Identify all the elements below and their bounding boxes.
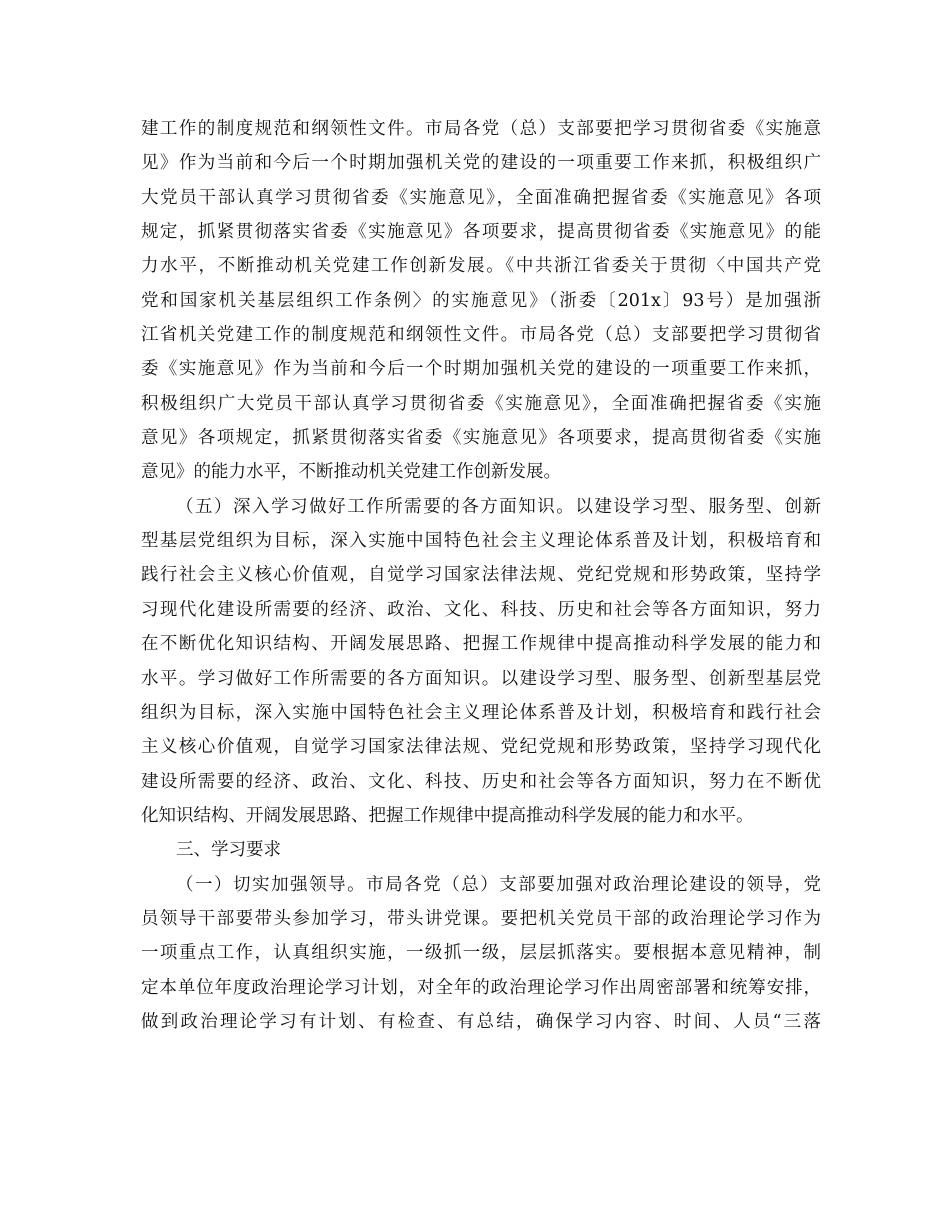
- text-line: 组织为目标，深入实施中国特色社会主义理论体系普及计划，积极培育和践行社会: [141, 702, 821, 723]
- document-body: [141, 112, 821, 1039]
- text-line: 规定，抓紧贯彻落实省委《实施意见》各项要求，提高贯彻省委《实施意见》的能: [141, 222, 821, 243]
- text-line: 党和国家机关基层组织工作条例〉的实施意见》（浙委〔201x〕93号）是加强浙: [141, 290, 821, 311]
- text-line: 力水平，不断推动机关党建工作创新发展。《中共浙江省委关于贯彻〈中国共产党: [141, 256, 821, 277]
- text-line: 见》作为当前和今后一个时期加强机关党的建设的一项重要工作来抓，积极组织广: [141, 153, 821, 174]
- section-heading-line: （五）深入学习做好工作所需要的各方面知识。以建设学习型、服务型、创新: [176, 496, 821, 517]
- text-line: 意见》的能力水平，不断推动机关党建工作创新发展。: [141, 462, 561, 483]
- text-line: 定本单位年度政治理论学习计划，对全年的政治理论学习作出周密部署和统筹安排，: [141, 977, 821, 998]
- text-line: 型基层党组织为目标，深入实施中国特色社会主义理论体系普及计划，积极培育和: [141, 531, 821, 552]
- text-line: 做到政治理论学习有计划、有检查、有总结，确保学习内容、时间、人员“三落: [141, 1011, 821, 1032]
- text-line: 意见》各项规定，抓紧贯彻落实省委《实施意见》各项要求，提高贯彻省委《实施: [141, 428, 821, 449]
- text-line: 建工作的制度规范和纲领性文件。市局各党（总）支部要把学习贯彻省委《实施意: [141, 119, 821, 139]
- text-line: 习现代化建设所需要的经济、政治、文化、科技、历史和社会等各方面知识，努力: [141, 599, 821, 620]
- text-line: 积极组织广大党员干部认真学习贯彻省委《实施意见》，全面准确把握省委《实施: [141, 393, 821, 414]
- section-title: 三、学习要求: [176, 840, 281, 861]
- text-line: 在不断优化知识结构、开阔发展思路、把握工作规律中提高推动科学发展的能力和: [141, 634, 821, 655]
- text-line: 江省机关党建工作的制度规范和纲领性文件。市局各党（总）支部要把学习贯彻省: [141, 325, 821, 346]
- text-line: 一项重点工作，认真组织实施，一级抓一级，层层抓落实。要根据本意见精神，制: [141, 943, 821, 964]
- text-line: 建设所需要的经济、政治、文化、科技、历史和社会等各方面知识，努力在不断优: [141, 771, 821, 792]
- text-line: 委《实施意见》作为当前和今后一个时期加强机关党的建设的一项重要工作来抓，: [141, 359, 821, 380]
- text-line: 大党员干部认真学习贯彻省委《实施意见》，全面准确把握省委《实施意见》各项: [141, 187, 821, 208]
- section-heading-line: （一）切实加强领导。市局各党（总）支部要加强对政治理论建设的领导，党: [176, 874, 821, 895]
- text-line: 主义核心价值观，自觉学习国家法律法规、党纪党规和形势政策，坚持学习现代化: [141, 737, 821, 758]
- text-line: 员领导干部要带头参加学习，带头讲党课。要把机关党员干部的政治理论学习作为: [141, 908, 821, 929]
- text-line: 践行社会主义核心价值观，自觉学习国家法律法规、党纪党规和形势政策，坚持学: [141, 565, 821, 586]
- text-line: 化知识结构、开阔发展思路、把握工作规律中提高推动科学发展的能力和水平。: [141, 805, 754, 826]
- text-line: 水平。学习做好工作所需要的各方面知识。以建设学习型、服务型、创新型基层党: [141, 668, 821, 689]
